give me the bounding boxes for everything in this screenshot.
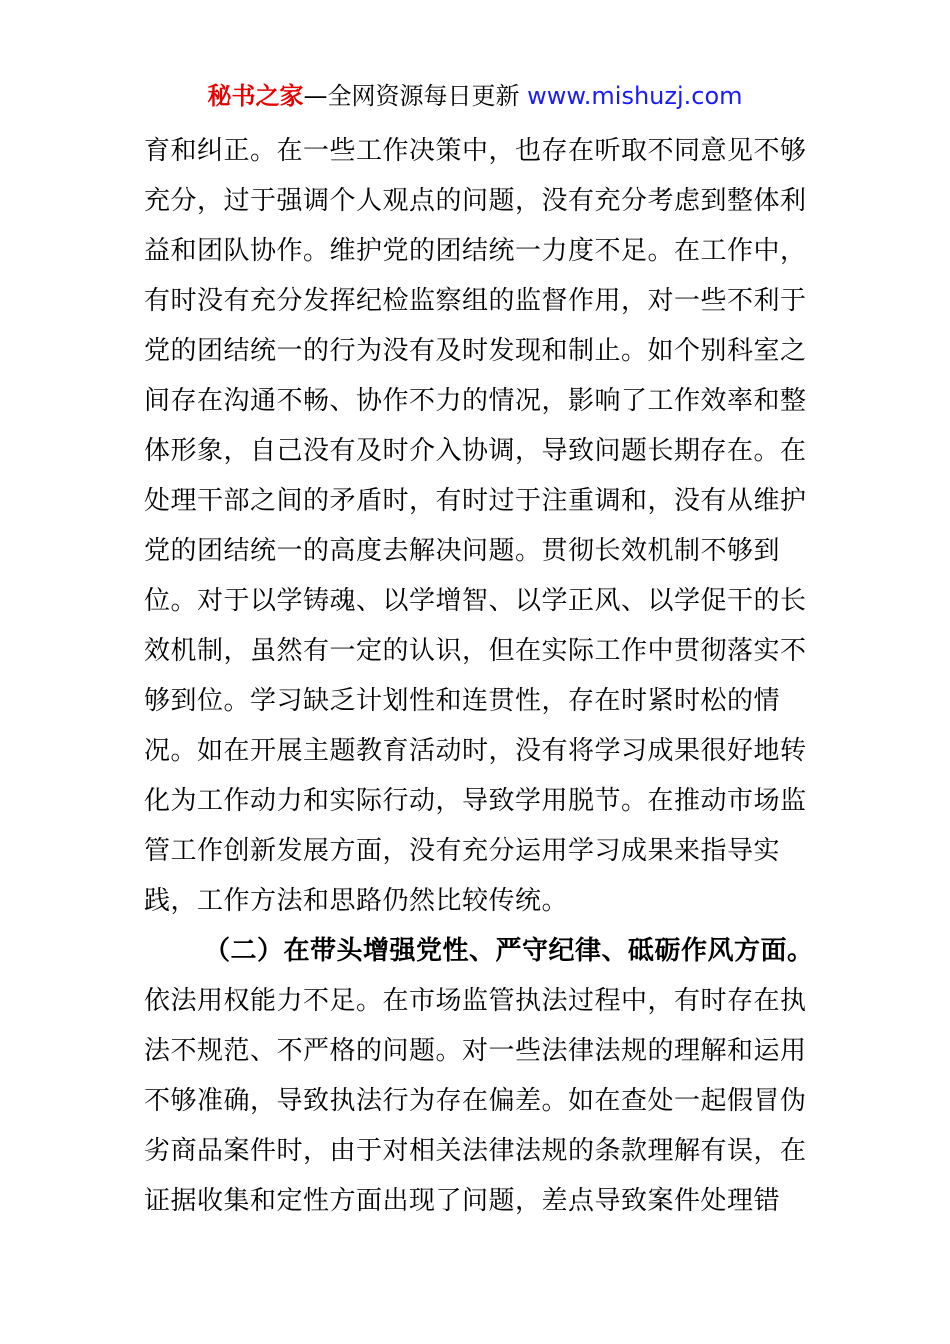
text-line: 体形象，自己没有及时介入协调，导致问题长期存在。在 [144,436,807,466]
text-line: 党的团结统一的行为没有及时发现和制止。如个别科室之 [144,336,807,366]
text-line: 管工作创新发展方面，没有充分运用学习成果来指导实 [144,836,781,866]
text-line: 法不规范、不严格的问题。对一些法律法规的理解和运用 [144,1036,807,1066]
page-header [0,78,950,114]
header-site-link[interactable]: www.mishuzj.com [527,82,743,110]
text-line: 践，工作方法和思路仍然比较传统。 [144,886,569,916]
text-line: 依法用权能力不足。在市场监管执法过程中，有时存在执 [144,986,807,1016]
text-line: 证据收集和定性方面出现了问题，差点导致案件处理错 [144,1186,781,1216]
section-heading: （二）在带头增强党性、严守纪律、砥砺作风方面。 [204,936,814,966]
text-line: 劣商品案件时，由于对相关法律法规的条款理解有误，在 [144,1136,807,1166]
text-line: 位。对于以学铸魂、以学增智、以学正风、以学促干的长 [144,586,807,616]
text-line: 育和纠正。在一些工作决策中，也存在听取不同意见不够 [144,136,807,166]
header-slogan: —全网资源每日更新 [303,82,520,110]
text-line: 充分，过于强调个人观点的问题，没有充分考虑到整体利 [144,186,807,216]
text-line: 不够准确，导致执法行为存在偏差。如在查处一起假冒伪 [144,1086,807,1116]
text-line: 化为工作动力和实际行动，导致学用脱节。在推动市场监 [144,786,807,816]
header-brand: 秘书之家 [207,82,304,110]
text-line: 党的团结统一的高度去解决问题。贯彻长效机制不够到 [144,536,781,566]
text-line: 处理干部之间的矛盾时，有时过于注重调和，没有从维护 [144,486,807,516]
text-line: 有时没有充分发挥纪检监察组的监督作用，对一些不利于 [144,286,807,316]
text-line: 间存在沟通不畅、协作不力的情况，影响了工作效率和整 [144,386,807,416]
text-line: 况。如在开展主题教育活动时，没有将学习成果很好地转 [144,736,807,766]
text-line: 够到位。学习缺乏计划性和连贯性，存在时紧时松的情 [144,686,781,716]
document-body [144,126,814,1226]
text-line: 效机制，虽然有一定的认识，但在实际工作中贯彻落实不 [144,636,807,666]
text-line: 益和团队协作。维护党的团结统一力度不足。在工作中， [144,236,807,266]
